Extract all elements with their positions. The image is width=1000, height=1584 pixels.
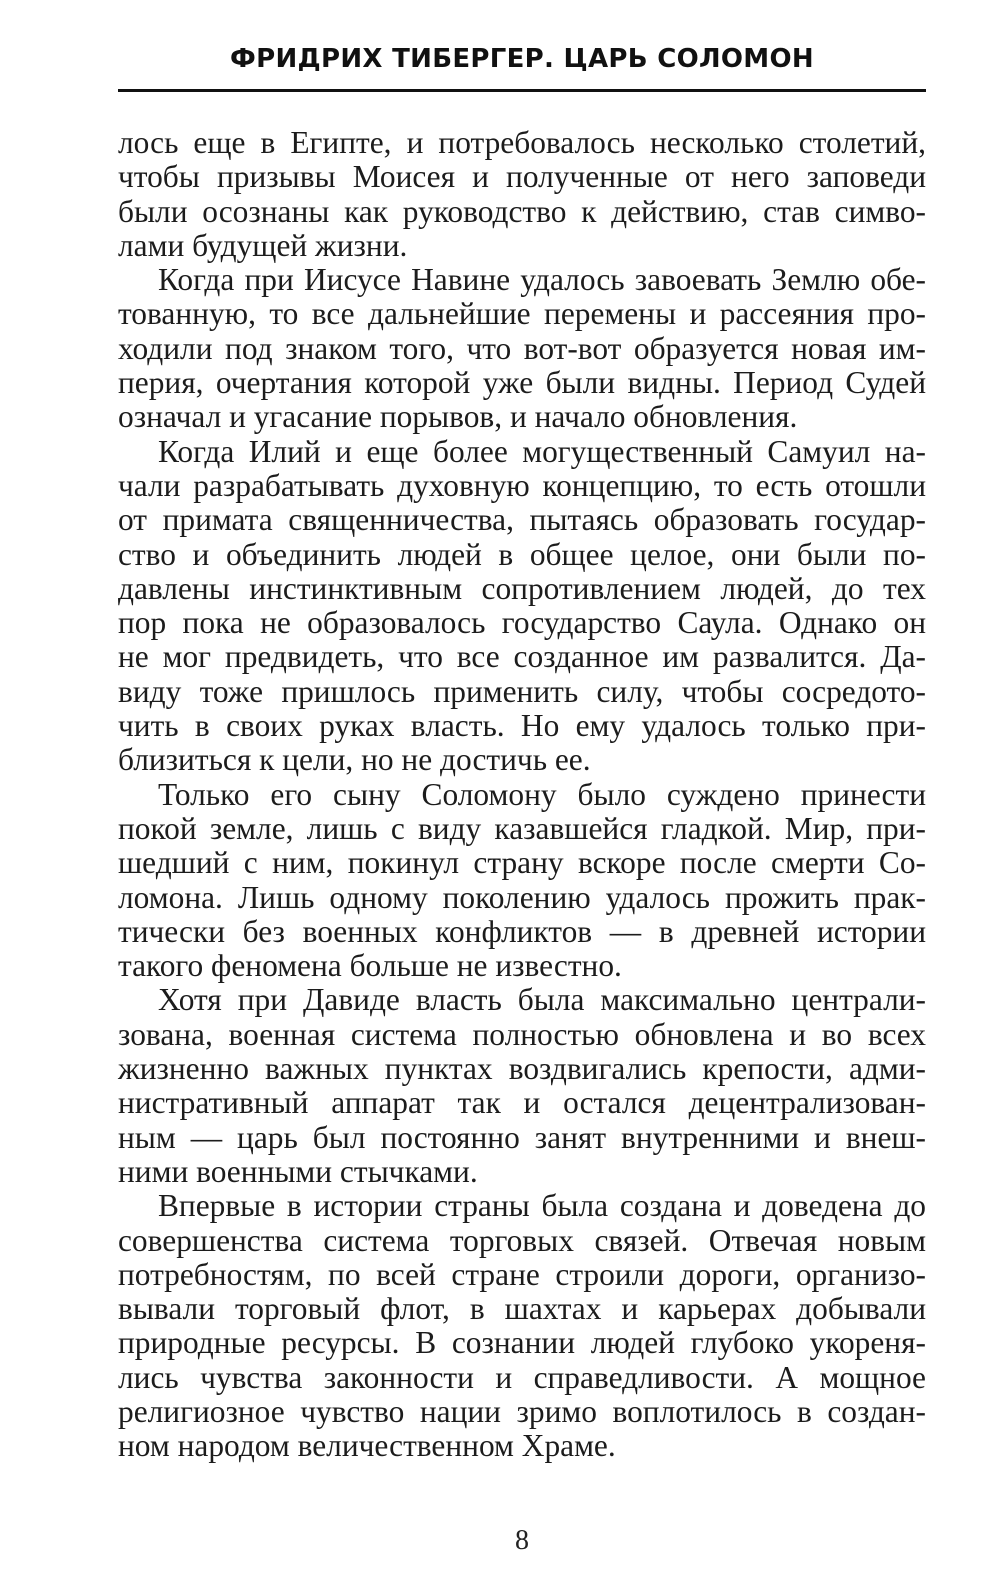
text-line: нистративный аппарат так и остался децентрализован- (118, 1085, 926, 1121)
text-line: пор пока не образовалось государство Саула. Однако он (118, 605, 926, 641)
text-line: вывали торговый флот, в шахтах и карьерах добывали (118, 1291, 926, 1327)
header-rule (118, 89, 926, 92)
text-line: чить в своих руках власть. Но ему удалось только при- (118, 708, 926, 744)
text-line: виду тоже пришлось применить силу, чтобы сосредото- (118, 673, 926, 709)
text-line: религиозное чувство нации зримо воплотилось в создан- (118, 1393, 926, 1429)
text-line: от примата священничества, пытаясь образовать государ- (118, 502, 926, 538)
text-line: означал и угасание порывов, и начало обновления. (118, 399, 798, 435)
text-line: ном народом величественном Храме. (118, 1428, 616, 1464)
text-line: природные ресурсы. В сознании людей глубоко укореня- (118, 1325, 926, 1361)
text-line: давлены инстинктивным сопротивлением людей, до тех (118, 570, 926, 606)
text-line: были осознаны как руководство к действию, став симво- (118, 193, 926, 229)
text-line: чтобы призывы Моисея и полученные от него заповеди (118, 159, 926, 195)
text-line: тически без военных конфликтов — в древней истории (118, 913, 926, 949)
text-line: ними военными стычками. (118, 1153, 478, 1189)
paragraph (118, 1189, 926, 1463)
text-line: такого феномена больше не известно. (118, 948, 622, 984)
text-line: Хотя при Давиде власть была максимально централи- (158, 982, 926, 1018)
text-line: Впервые в истории страны была создана и доведена до (158, 1188, 926, 1224)
text-line: ломона. Лишь одному поколению удалось прожить прак- (118, 879, 926, 915)
paragraph (118, 983, 926, 1189)
text-line: покой земле, лишь с виду казавшейся гладкой. Мир, при- (118, 810, 926, 846)
text-line: шедший с ним, покинул страну вскоре после смерти Со- (118, 845, 926, 881)
paragraph (118, 263, 926, 434)
text-line: не мог предвидеть, что все созданное им развалится. Да- (118, 639, 926, 675)
text-line: Когда Илий и еще более могущественный Самуил на- (158, 433, 926, 469)
text-line: зована, военная система полностью обновлена и во всех (118, 1016, 926, 1052)
text-line: жизненно важных пунктах воздвигались крепости, адми- (118, 1051, 926, 1087)
paragraph (118, 778, 926, 984)
text-line: лось еще в Египте, и потребовалось несколько столетий, (118, 125, 926, 160)
text-line: тованную, то все дальнейшие перемены и рассеяния про- (118, 296, 926, 332)
running-title: ФРИДРИХ ТИБЕРГЕР. ЦАРЬ СОЛОМОН (230, 44, 814, 74)
body-text (118, 126, 926, 1464)
text-line: близиться к цели, но не достичь ее. (118, 742, 591, 778)
text-line: потребностям, по всей стране строили дороги, организо- (118, 1256, 926, 1292)
text-line: Только его сыну Соломону было суждено принести (158, 776, 926, 812)
text-line: перия, очертания которой уже были видны. Период Судей (118, 365, 926, 401)
text-line: Когда при Иисусе Навине удалось завоевать Землю обе- (158, 262, 926, 298)
paragraph (118, 126, 926, 263)
text-line: ство и объединить людей в общее целое, они были по- (118, 536, 926, 572)
text-line: лами будущей жизни. (118, 227, 408, 263)
text-line: ходили под знаком того, что вот-вот образуется новая им- (118, 330, 926, 366)
text-line: лись чувства законности и справедливости. А мощное (118, 1359, 926, 1395)
text-line: ным — царь был постоянно занят внутренними и внеш- (118, 1119, 926, 1155)
paragraph (118, 435, 926, 778)
page-number: 8 (515, 1525, 529, 1556)
text-line: чали разрабатывать духовную концепцию, то есть отошли (118, 467, 926, 503)
text-line: совершенства система торговых связей. Отвечая новым (118, 1222, 926, 1258)
